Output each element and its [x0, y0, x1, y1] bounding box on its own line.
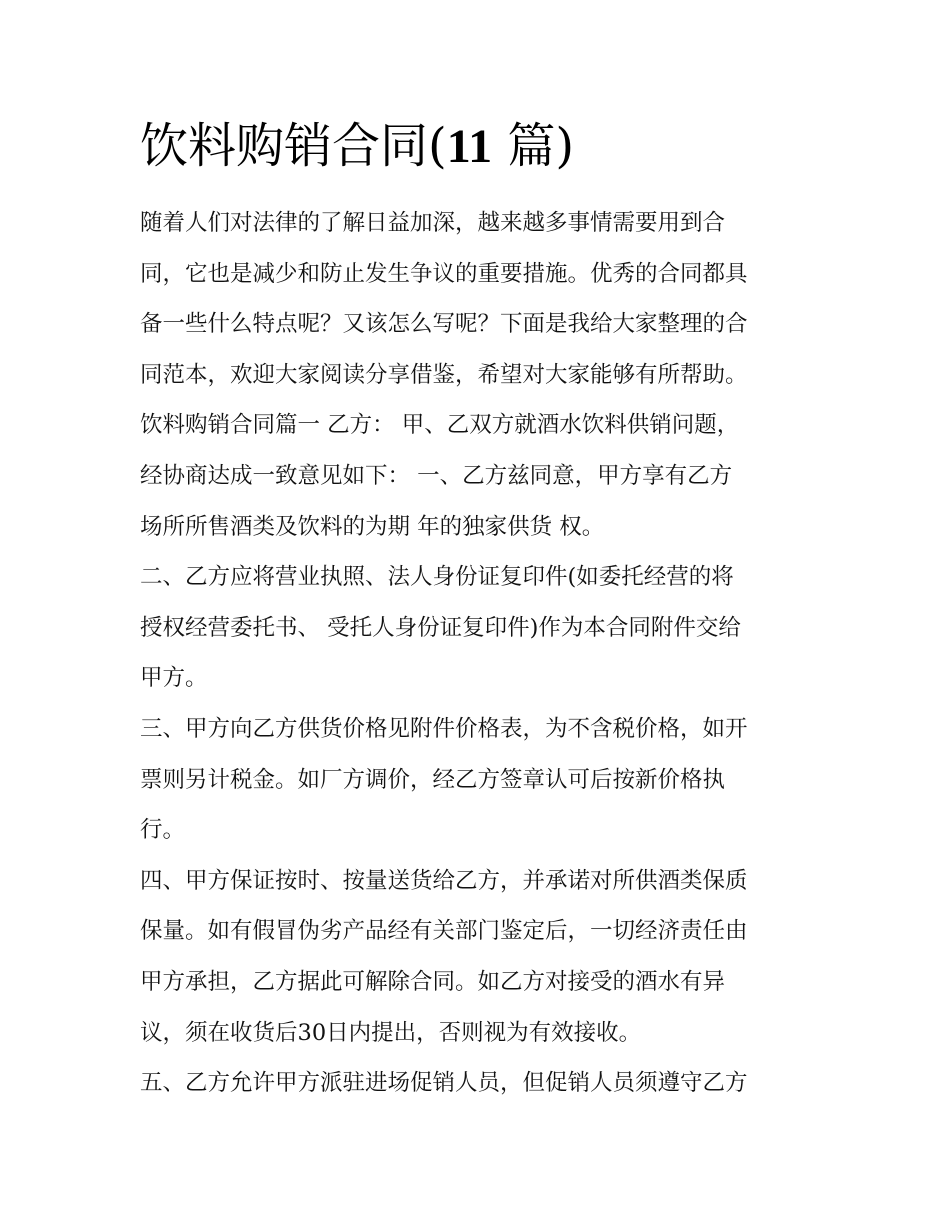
text-line: 随着人们对法律的了解日益加深，越来越多事情需要用到合: [140, 210, 726, 236]
document-body: [140, 198, 820, 1109]
text-line: 四、甲方保证按时、按量送货给乙方，并承诺对所供酒类保质: [140, 867, 748, 894]
text-line: 票则另计税金。如厂方调价，经乙方签章认可后按新价格执: [140, 766, 726, 793]
title-count: 11: [446, 120, 493, 173]
text-line: 场所所售酒类及饮料的为期 年的独家供货 权。: [140, 513, 605, 540]
text-line: 行。: [140, 817, 186, 844]
page-title: [140, 114, 574, 179]
text-line: 五、乙方允许甲方派驻进场促销人员，但促销人员须遵守乙方: [140, 1070, 748, 1097]
text-line: 保量。如有假冒伪劣产品经有关部门鉴定后，一切经济责任由: [140, 918, 748, 945]
text-line: 经协商达成一致意见如下： 一、乙方兹同意，甲方享有乙方: [140, 462, 733, 489]
text-line: 甲方。: [140, 665, 208, 692]
title-suffix: 篇): [492, 118, 575, 174]
text-line: 授权经营委托书、 受托人身份证复印件)作为本合同附件交给: [140, 614, 741, 641]
title-text: 饮料购销合同(: [140, 118, 447, 174]
text-line: 备一些什么特点呢？又该怎么写呢？下面是我给大家整理的合: [140, 311, 748, 338]
text-line: 饮料购销合同篇一 乙方： 甲、乙双方就酒水饮料供销问题，: [140, 412, 740, 439]
text-line: 同，它也是减少和防止发生争议的重要措施。优秀的合同都具: [140, 260, 748, 287]
text-line: 甲方承担，乙方据此可解除合同。如乙方对接受的酒水有异: [140, 968, 726, 995]
text-line: 同范本，欢迎大家阅读分享借鉴，希望对大家能够有所帮助。: [140, 361, 748, 388]
text-line: 三、甲方向乙方供货价格见附件价格表，为不含税价格，如开: [140, 715, 748, 742]
text-line: 议，须在收货后30日内提出，否则视为有效接收。: [140, 1019, 642, 1046]
text-line: 二、乙方应将营业执照、法人身份证复印件(如委托经营的将: [140, 564, 734, 591]
